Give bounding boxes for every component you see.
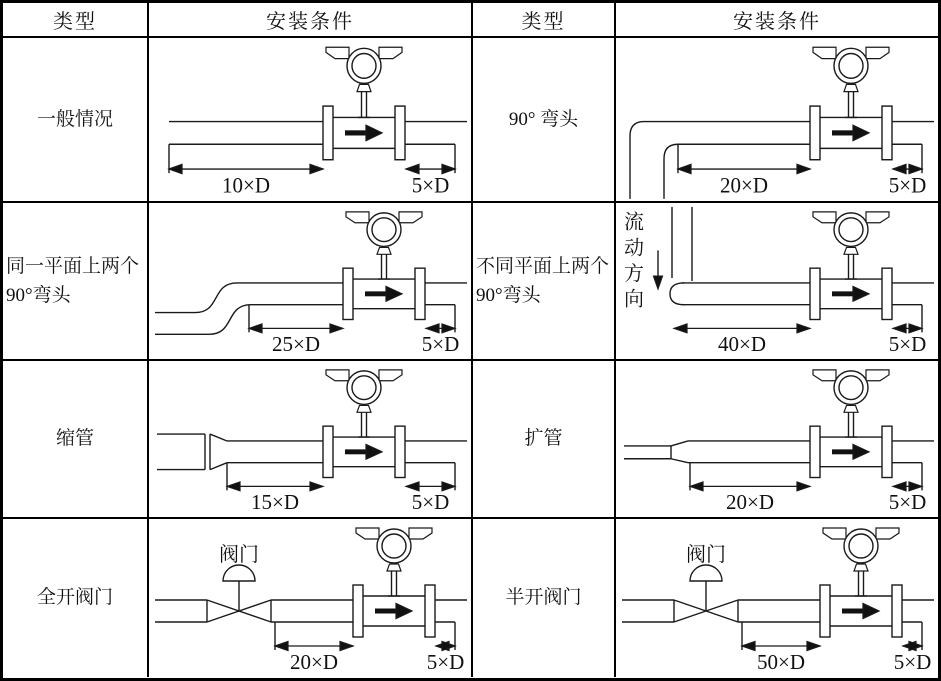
diagram-svg-valve-fully-open — [149, 519, 471, 677]
valve-label: 阀门 — [219, 544, 259, 566]
diagram-svg-reducer — [149, 361, 471, 517]
downstream-dimension-label: 5×D — [888, 490, 927, 515]
svg-text:方: 方 — [624, 263, 644, 285]
svg-text:流: 流 — [624, 211, 644, 234]
diagram-svg-general-case — [149, 38, 471, 201]
diagram-svg-two-elbows-same-plane — [149, 203, 471, 359]
downstream-dimension-label: 5×D — [426, 650, 465, 674]
diagram-svg-expander — [616, 361, 938, 517]
upstream-dimension-label: 10×D — [221, 173, 271, 198]
diagram-svg-valve-half-open — [616, 519, 938, 677]
type-cell-expander: 扩管 — [471, 359, 614, 517]
type-cell-valve-fully-open: 全开阀门 — [3, 517, 147, 677]
upstream-dimension-label: 40×D — [718, 332, 766, 357]
upstream-dimension-label: 25×D — [272, 332, 320, 357]
type-cell-two-elbows-different-plane: 不同平面上两个 90°弯头 — [471, 201, 614, 359]
diagram-90-elbow — [614, 36, 938, 201]
downstream-dimension-label: 5×D — [893, 650, 932, 674]
diagram-valve-half-open — [614, 517, 938, 677]
diagram-valve-fully-open — [147, 517, 471, 677]
downstream-dimension-label: 5×D — [421, 332, 460, 357]
header-install-conditions-1: 安装条件 — [147, 3, 471, 36]
downstream-dimension-label: 5×D — [888, 332, 927, 357]
diagram-svg-90-elbow — [616, 38, 938, 201]
upstream-dimension-label: 50×D — [756, 650, 806, 674]
downstream-dimension-label: 5×D — [411, 490, 450, 515]
type-cell-valve-half-open: 半开阀门 — [471, 517, 614, 677]
diagram-two-elbows-different-plane — [614, 201, 938, 359]
flow-direction-label — [624, 212, 644, 311]
type-cell-two-elbows-same-plane: 同一平面上两个 90°弯头 — [3, 201, 147, 359]
upstream-dimension-label: 20×D — [719, 173, 769, 198]
svg-text:动: 动 — [624, 237, 644, 260]
diagram-reducer — [147, 359, 471, 517]
type-cell-general-case: 一般情况 — [3, 36, 147, 201]
diagram-expander — [614, 359, 938, 517]
type-cell-reducer: 缩管 — [3, 359, 147, 517]
svg-text:向: 向 — [624, 288, 644, 311]
diagram-svg-two-elbows-different-plane — [616, 203, 938, 359]
valve-label: 阀门 — [686, 544, 726, 566]
type-cell-90-elbow: 90° 弯头 — [471, 36, 614, 201]
downstream-dimension-label: 5×D — [411, 173, 450, 198]
upstream-dimension-label: 15×D — [251, 490, 299, 515]
diagram-two-elbows-same-plane — [147, 201, 471, 359]
upstream-dimension-label: 20×D — [289, 650, 339, 674]
header-type-2: 类型 — [471, 3, 614, 36]
diagram-general-case — [147, 36, 471, 201]
downstream-dimension-label: 5×D — [888, 173, 927, 198]
header-type-1: 类型 — [3, 3, 147, 36]
header-install-conditions-2: 安装条件 — [614, 3, 938, 36]
upstream-dimension-label: 20×D — [726, 490, 774, 515]
